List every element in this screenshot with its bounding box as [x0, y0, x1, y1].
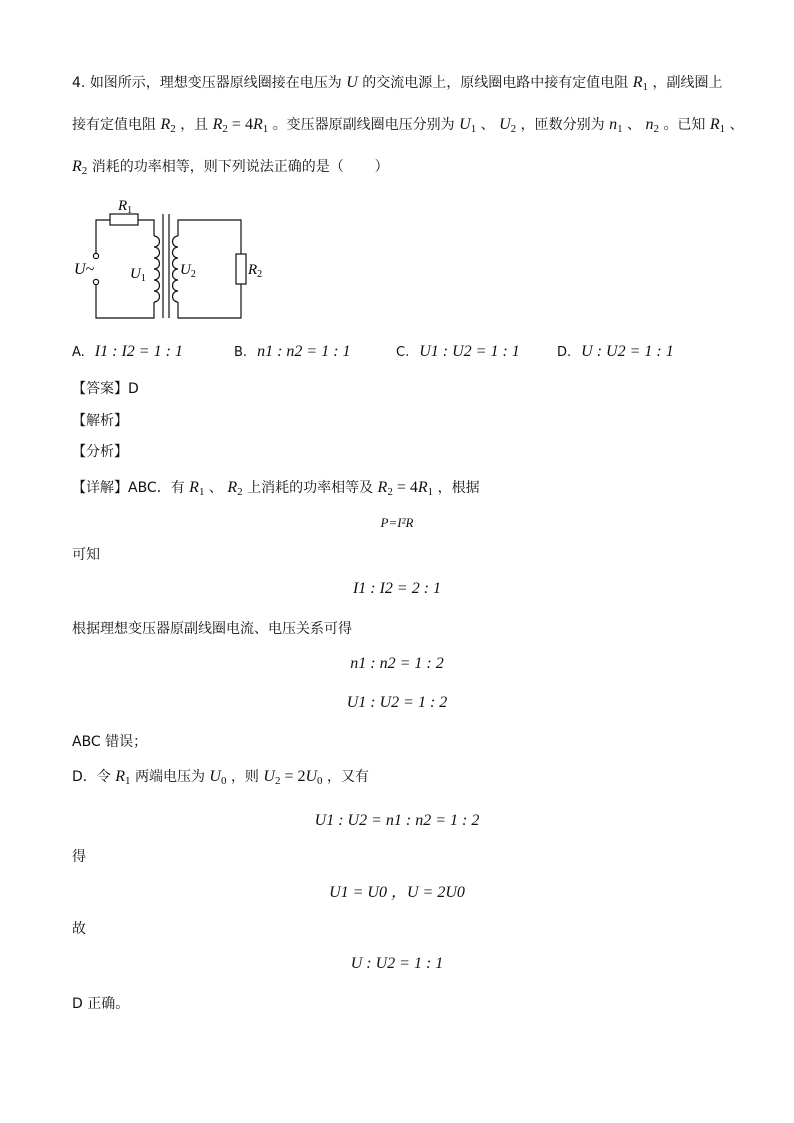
- svg-text:U1: $U_1$: [130, 266, 146, 284]
- current-ratio: I1 : I2 = 2 : 1: [352, 580, 442, 597]
- svg-text:R1: $R_1$: [118, 198, 133, 216]
- primary-coil: [154, 236, 160, 302]
- option-b[interactable]: B. n1 : n2 = 1 : 1: [234, 343, 351, 360]
- de-text: 得: [72, 849, 86, 865]
- gu-text: 故: [72, 921, 86, 937]
- svg-text:R2: $R_2$: [248, 262, 263, 280]
- kezhi-text: 可知: [72, 547, 100, 563]
- secondary-coil: [173, 236, 179, 302]
- resistor-r2: [236, 254, 246, 284]
- option-c[interactable]: C. U1 : U2 = 1 : 1: [396, 343, 520, 360]
- question-line-1: 4. 如图所示，理想变压器原线圈接在电压为 U 的交流电源上，原线圈电路中接有定值电阻 $R_1$ ，副线圈上: [72, 74, 723, 93]
- question-line-3: $R_2$ 消耗的功率相等，则下列说法正确的是（ ）: [72, 158, 389, 177]
- detail-line-1: 【详解】ABC．有 $R_1$ 、 $R_2$ 上消耗的功率相等及 $R_2 = 4R_1$ ，根据: [72, 479, 480, 498]
- svg-text:U2: $U_2$: [180, 262, 196, 280]
- terminal-bottom: [93, 279, 98, 284]
- abc-wrong: ABC 错误；: [72, 734, 148, 750]
- result-equations: U1 = U0 ，U = 2U0: [329, 884, 465, 901]
- detail-d-intro: D．令 $R_1$ 两端电压为 $U_0$ ，则 $U_2 = 2U_0$ ，又有: [72, 768, 369, 787]
- terminal-top: [93, 253, 98, 258]
- analysis-tag: 【解析】: [72, 413, 128, 429]
- final-ratio: U : U2 = 1 : 1: [350, 955, 444, 972]
- answer-value: D: [128, 381, 139, 397]
- option-a[interactable]: A. I1 : I2 = 1 : 1: [72, 343, 183, 360]
- formula-power: P=I²R: [380, 515, 414, 530]
- question-number: 4.: [72, 75, 86, 91]
- question-line-2: 接有定值电阻 $R_2$ ，且 $R_2 = 4R_1$ 。变压器原副线圈电压分别为 $U_1$ 、 $U_2$ ，匝数分别为 $n_1$ 、 $n_2$ 。已知 $R_1$ 、: [72, 116, 744, 135]
- transformer-circuit-diagram: [72, 192, 272, 327]
- relation-text: 根据理想变压器原副线圈电流、电压关系可得: [72, 621, 352, 637]
- option-d[interactable]: D. U : U2 = 1 : 1: [557, 343, 674, 360]
- fenxi-tag: 【分析】: [72, 444, 128, 460]
- answer-tag: 【答案】: [72, 381, 128, 397]
- chain-ratio: U1 : U2 = n1 : n2 = 1 : 2: [314, 812, 480, 829]
- resistor-r1: [110, 214, 138, 225]
- answer-line: [72, 378, 139, 400]
- voltage-ratio: U1 : U2 = 1 : 2: [346, 694, 448, 711]
- turns-ratio: n1 : n2 = 1 : 2: [350, 655, 444, 672]
- d-correct: D 正确。: [72, 996, 130, 1012]
- source-label: U~: [74, 261, 95, 278]
